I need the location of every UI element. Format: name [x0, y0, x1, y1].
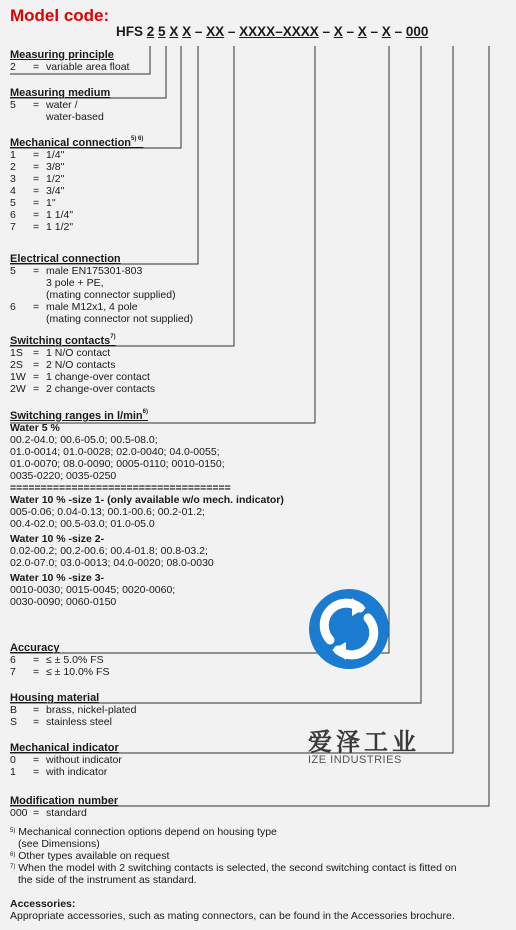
range-line: 01.0-0014; 01.0-0028; 02.0-0040; 04.0-0055; — [10, 446, 220, 458]
spec-key: 5 — [10, 99, 16, 111]
section-heading: Housing material — [10, 692, 100, 704]
footnote-text: Other types available on request — [18, 850, 170, 862]
spec-key: 7 — [10, 221, 16, 233]
spec-key: 1 — [10, 766, 16, 778]
spec-row — [10, 197, 143, 209]
section-heading: Modification number — [10, 795, 119, 807]
spec-value: 1/4" — [46, 149, 65, 161]
section-heading: Measuring medium — [10, 87, 111, 99]
equals-sign: = — [33, 185, 40, 197]
spec-row — [10, 173, 143, 185]
model-code-field: X — [333, 24, 343, 39]
spec-value: water-based — [46, 111, 104, 123]
model-code-field: XXXX–XXXX — [239, 24, 319, 39]
spec-row — [10, 383, 155, 395]
section-heading: Mechanical connection$^{5) 6)}$ — [10, 136, 144, 149]
spec-key: 6 — [10, 654, 16, 666]
model-code-field: 000 — [405, 24, 429, 39]
equals-sign: = — [33, 716, 40, 728]
section-heading: Switching contacts$^{7)}$ — [10, 334, 116, 347]
spec-key: 0 — [10, 754, 16, 766]
range-line: 01.0-0070; 08.0-0090; 0005-0110; 0010-0150; — [10, 458, 225, 470]
section-measuring-principle — [10, 49, 129, 73]
equals-sign — [33, 313, 46, 325]
spec-key: 6 — [10, 209, 16, 221]
spec-row — [10, 666, 109, 678]
spec-row — [10, 359, 155, 371]
section-switching-contacts — [10, 335, 155, 395]
range-line: 0010-0030; 0015-0045; 0020-0060; — [10, 584, 176, 596]
spec-key: 4 — [10, 185, 16, 197]
spec-key: 2 — [10, 61, 16, 73]
spec-value: variable area float — [46, 61, 130, 73]
spec-key: 5 — [10, 265, 16, 277]
spec-value: 1" — [46, 197, 56, 209]
accessories-heading: Accessories: — [10, 898, 76, 910]
spec-key: 1W — [10, 371, 26, 383]
range-line: 005-0.06; 0.04-0.13; 00.1-00.6; 00.2-01.2; — [10, 506, 205, 518]
footnote-text: When the model with 2 switching contacts is selected, the second switching contact is fitted on — [18, 862, 457, 874]
equals-sign — [33, 289, 46, 301]
spec-key — [10, 289, 33, 301]
equals-sign: = — [33, 359, 40, 371]
section-accuracy — [10, 642, 109, 678]
spec-row — [10, 99, 110, 111]
section-heading: Mechanical indicator — [10, 742, 119, 754]
spec-row — [10, 654, 109, 666]
spec-row — [10, 313, 193, 325]
section-mechanical-indicator — [10, 742, 122, 778]
equals-sign: = — [33, 301, 40, 313]
section-modification-number — [10, 795, 118, 819]
spec-row — [10, 301, 193, 313]
spec-row — [10, 289, 193, 301]
model-code-field: XX — [206, 24, 225, 39]
equals-sign: = — [33, 347, 40, 359]
section-switching-ranges — [10, 410, 284, 608]
spec-value: ≤ ± 5.0% FS — [46, 654, 104, 666]
footnote-line — [10, 850, 457, 862]
equals-sign: = — [33, 149, 40, 161]
section-accessories — [10, 898, 455, 922]
watermark-logo-icon — [308, 588, 390, 670]
spec-value: with indicator — [46, 766, 108, 778]
water10-size3-title: Water 10 % -size 3- — [10, 572, 105, 584]
footnote-text: Mechanical connection options depend on housing type — [18, 826, 277, 838]
spec-value: 1 1/2" — [46, 221, 74, 233]
watermark-en: IZE INDUSTRIES — [308, 754, 402, 766]
spec-key: 6 — [10, 301, 16, 313]
spec-value: stainless steel — [46, 716, 112, 728]
spec-row — [10, 807, 118, 819]
model-code-separator: – — [224, 24, 240, 39]
water10-size1-title: Water 10 % -size 1- (only available w/o mech. indicator) — [10, 494, 284, 506]
footnote-text: (see Dimensions) — [18, 838, 100, 850]
equals-sign: = — [33, 766, 40, 778]
spec-key — [10, 111, 33, 123]
model-code-separator: HFS — [116, 24, 143, 39]
spec-value: 3 pole + PE, — [46, 277, 104, 289]
section-heading: Switching ranges in $l/\min^{6)}$ — [10, 409, 148, 422]
footnote-mark: 5) — [10, 828, 16, 834]
section-heading: Accuracy — [10, 642, 60, 654]
model-code-separator: – — [390, 24, 406, 39]
spec-key: 1 — [10, 149, 16, 161]
spec-key: 7 — [10, 666, 16, 678]
spec-value: 1/2" — [46, 173, 65, 185]
spec-value: 1 1/4" — [46, 209, 74, 221]
model-code — [116, 24, 428, 39]
spec-value: brass, nickel-plated — [46, 704, 137, 716]
footnote-mark: 6) — [10, 852, 16, 858]
range-line: 0030-0090; 0060-0150 — [10, 596, 117, 608]
spec-key — [10, 313, 33, 325]
range-line: 00.2-04.0; 00.6-05.0; 00.5-08.0; — [10, 434, 158, 446]
footnote-mark: 7) — [10, 864, 16, 870]
watermark-cn: 爱泽工业 — [308, 728, 420, 756]
spec-row — [10, 111, 110, 123]
equals-sign: = — [33, 666, 40, 678]
footnote-line — [10, 862, 457, 874]
range-line: 0.02-00.2; 00.2-00.6; 00.4-01.8; 00.8-03.2; — [10, 545, 208, 557]
spec-row — [10, 704, 136, 716]
section-heading: Electrical connection — [10, 253, 121, 265]
equals-sign — [33, 111, 46, 123]
spec-key — [10, 277, 33, 289]
spec-row — [10, 265, 193, 277]
spec-row — [10, 221, 143, 233]
spec-value: standard — [46, 807, 87, 819]
equals-sign — [33, 277, 46, 289]
footnotes — [10, 826, 457, 886]
spec-key: 2 — [10, 161, 16, 173]
model-code-field: X — [169, 24, 179, 39]
model-code-separator: – — [342, 24, 358, 39]
equals-sign: = — [33, 371, 40, 383]
page-title: Model code: — [10, 6, 110, 25]
spec-value: 2 change-over contacts — [46, 383, 156, 395]
spec-row — [10, 347, 155, 359]
section-measuring-medium — [10, 87, 110, 123]
model-code-field: X — [182, 24, 192, 39]
spec-value: without indicator — [46, 754, 122, 766]
section-electrical-connection — [10, 253, 193, 325]
section-mechanical-connection — [10, 137, 143, 233]
model-code-separator: – — [366, 24, 382, 39]
spec-row — [10, 754, 122, 766]
equals-sign: = — [33, 221, 40, 233]
spec-row — [10, 209, 143, 221]
spec-key: S — [10, 716, 18, 728]
spec-row — [10, 766, 122, 778]
water5-title: Water 5 % — [10, 422, 60, 434]
spec-key: B — [10, 704, 18, 716]
equals-sign: = — [33, 209, 40, 221]
spec-value: ≤ ± 10.0% FS — [46, 666, 110, 678]
model-code-field: X — [381, 24, 391, 39]
model-code-field: 5 — [158, 24, 166, 39]
spec-row — [10, 149, 143, 161]
spec-value: 1 N/O contact — [46, 347, 111, 359]
model-code-field: X — [357, 24, 367, 39]
equals-sign: = — [33, 61, 40, 73]
spec-value: 3/8" — [46, 161, 65, 173]
range-line: 0035-0220; 0035-0250 — [10, 470, 117, 482]
footnote-line — [10, 874, 457, 886]
spec-key: 2S — [10, 359, 23, 371]
spec-key: 3 — [10, 173, 16, 185]
spec-row — [10, 161, 143, 173]
spec-value: (mating connector not supplied) — [46, 313, 194, 325]
section-housing-material — [10, 692, 136, 728]
footnote-line — [10, 838, 457, 850]
equals-sign: = — [33, 383, 40, 395]
spec-key: 5 — [10, 197, 16, 209]
equals-sign: = — [33, 99, 40, 111]
spec-row — [10, 371, 155, 383]
equals-sign: = — [33, 704, 40, 716]
spec-row — [10, 277, 193, 289]
model-code-field: 2 — [146, 24, 155, 39]
separator: ==================================== — [10, 482, 231, 494]
spec-value: male EN175301-803 — [46, 265, 143, 277]
spec-value: water / — [46, 99, 78, 111]
spec-row — [10, 716, 136, 728]
spec-value: male M12x1, 4 pole — [46, 301, 138, 313]
range-line: 00.4-02.0; 00.5-03.0; 01.0-05.0 — [10, 518, 155, 530]
accessories-text: Appropriate accessories, such as mating connectors, can be found in the Accessories brochure. — [10, 910, 455, 922]
equals-sign: = — [33, 197, 40, 209]
model-code-separator: – — [318, 24, 334, 39]
spec-row — [10, 185, 143, 197]
footnote-text: the side of the instrument as standard. — [18, 874, 197, 886]
model-code-separator: – — [191, 24, 207, 39]
spec-value: 1 change-over contact — [46, 371, 150, 383]
spec-key: 1S — [10, 347, 23, 359]
spec-value: 2 N/O contacts — [46, 359, 116, 371]
equals-sign: = — [33, 807, 40, 819]
equals-sign: = — [33, 754, 40, 766]
section-heading: Measuring principle — [10, 49, 114, 61]
footnote-line — [10, 826, 457, 838]
equals-sign: = — [33, 161, 40, 173]
range-line: 02.0-07.0; 03.0-0013; 04.0-0020; 08.0-0030 — [10, 557, 214, 569]
spec-key: 000 — [10, 807, 28, 819]
equals-sign: = — [33, 265, 40, 277]
spec-row — [10, 61, 129, 73]
spec-value: 3/4" — [46, 185, 65, 197]
equals-sign: = — [33, 173, 40, 185]
water10-size2-title: Water 10 % -size 2- — [10, 533, 105, 545]
equals-sign: = — [33, 654, 40, 666]
spec-key: 2W — [10, 383, 26, 395]
spec-value: (mating connector supplied) — [46, 289, 176, 301]
